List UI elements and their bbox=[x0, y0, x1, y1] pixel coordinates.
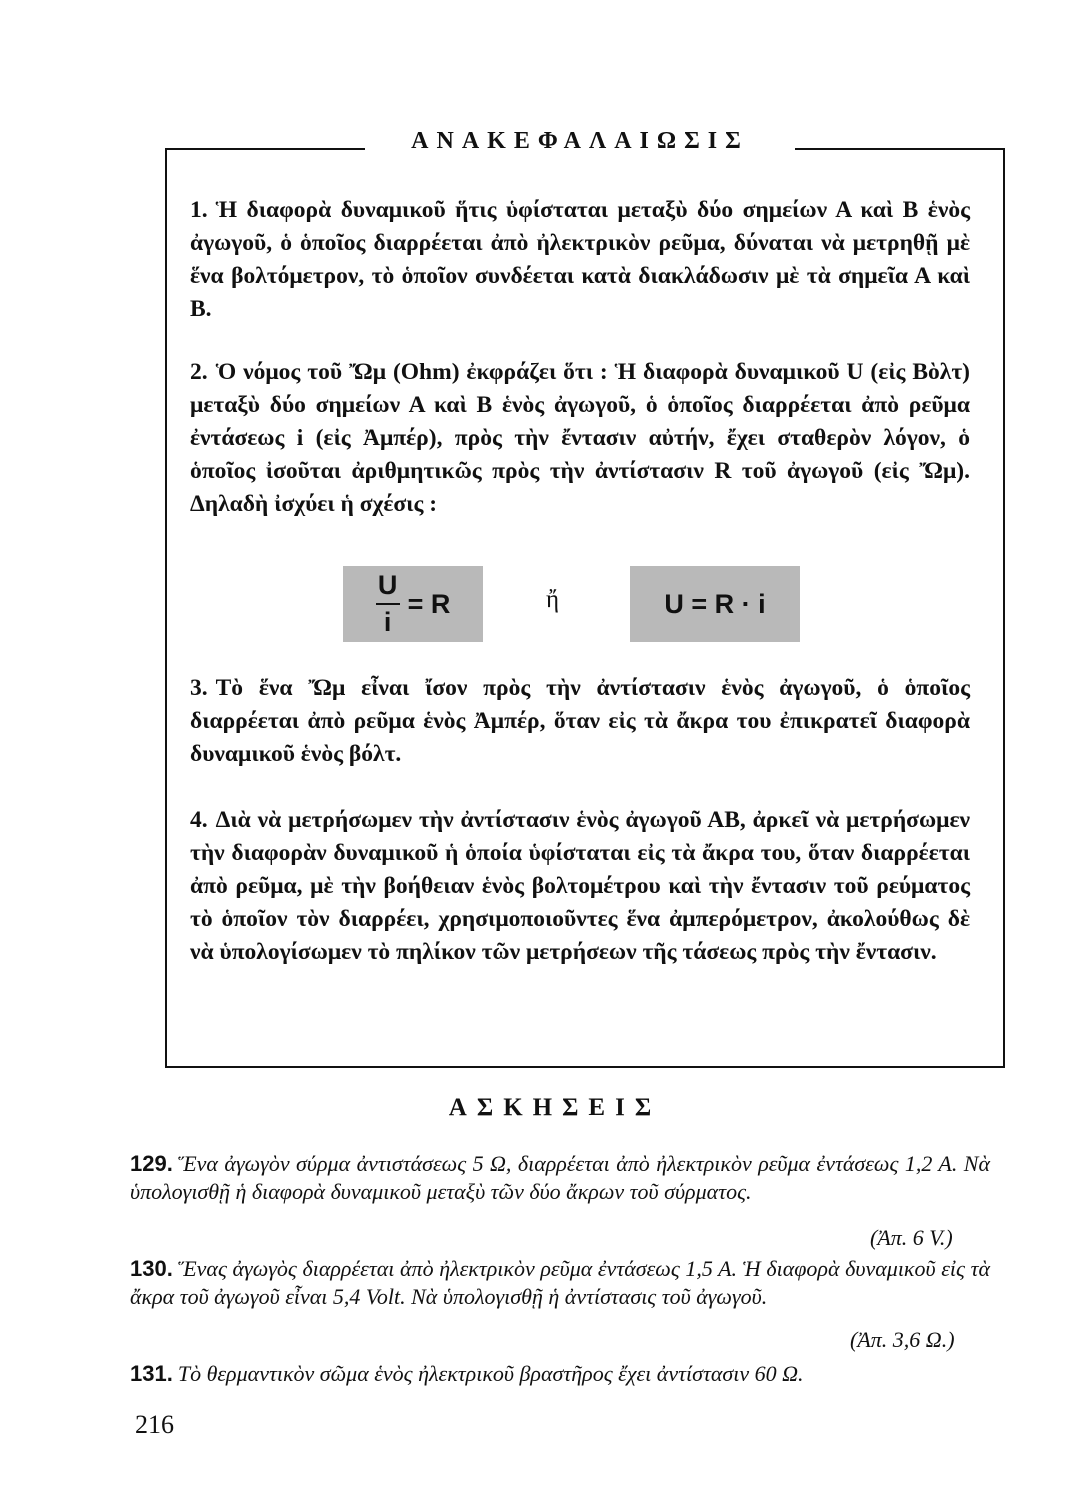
summary-item-text: Τὸ ἕνα Ὤμ εἶναι ἴσον πρὸς τὴν ἀντίστασιν ἑνὸς ἀγωγοῦ, ὁ ὁποῖος διαρρέεται ἀπὸ ρεῦμα ἑνὸς Ἀμπέρ, ὅταν εἰς τὰ ἄκρα του ἐπικρατεῖ διαφορὰ δυναμικοῦ ἑνὸς βόλτ. bbox=[190, 675, 970, 767]
summary-item-number: 4. bbox=[190, 807, 208, 833]
summary-item-number: 1. bbox=[190, 197, 208, 223]
summary-item-number: 3. bbox=[190, 675, 208, 701]
exercise-answer: (Ἀπ. 6 V.) bbox=[870, 1225, 953, 1250]
fraction bbox=[376, 570, 400, 638]
exercise-number: 129. bbox=[130, 1151, 173, 1176]
exercise-number: 130. bbox=[130, 1256, 173, 1281]
summary-item-1 bbox=[190, 194, 970, 326]
exercise-answer: (Ἀπ. 3,6 Ω.) bbox=[850, 1327, 955, 1352]
summary-item-text: Ἡ διαφορὰ δυναμικοῦ ἥτις ὑφίσταται μεταξὺ δύο σημείων Α καὶ Β ἑνὸς ἀγωγοῦ, ὁ ὁποῖος διαρρέεται ἀπὸ ἠλεκτρικὸν ρεῦμα, δύναται νὰ μετρηθῇ μὲ ἕνα βολτόμετρον, τὸ ὁποῖον συνδέεται κατὰ διακλάδωσιν μὲ τὰ σημεῖα Α καὶ Β. bbox=[190, 197, 970, 322]
exercise-text: Ἕνα ἀγωγὸν σύρμα ἀντιστάσεως 5 Ω, διαρρέεται ἀπὸ ἠλεκτρικὸν ρεῦμα ἐντάσεως 1,2 Α. Νὰ ὑπολογισθῇ ἡ διαφορὰ δυναμικοῦ μεταξὺ τῶν δύο ἄκρων τοῦ σύρματος. bbox=[130, 1151, 990, 1204]
exercise-text: Τὸ θερμαντικὸν σῶμα ἑνὸς ἠλεκτρικοῦ βραστῆρος ἔχει ἀντίστασιν 60 Ω. bbox=[177, 1361, 804, 1386]
summary-title: ΑΝΑΚΕΦΑΛΑΙΩΣΙΣ bbox=[365, 128, 795, 155]
fraction-numerator: U bbox=[377, 570, 398, 600]
ohm-product-formula: U = R · i bbox=[630, 566, 800, 642]
exercise-129 bbox=[130, 1150, 990, 1206]
formula-conjunction: ἤ bbox=[546, 586, 560, 613]
summary-item-text: Ὁ νόμος τοῦ Ὤμ (Ohm) ἐκφράζει ὅτι : Ἡ διαφορὰ δυναμικοῦ U (εἰς Βὸλτ) μεταξὺ δύο σημείων Α καὶ Β ἑνὸς ἀγωγοῦ, ὁ ὁποῖος διαρρέεται ἀπὸ ρεῦμα ἐντάσεως i (εἰς Ἀμπέρ), πρὸς τὴν ἔντασιν αὐτήν, ἔχει σταθερὸν λόγον, ὁ ὁποῖος ἰσοῦται ἀριθμητικῶς πρὸς τὴν ἀντίστασιν R τοῦ ἀγωγοῦ (εἰς Ὤμ). Δηλαδὴ ἰσχύει ἡ σχέσις : bbox=[190, 359, 970, 517]
exercise-text: Ἕνας ἀγωγὸς διαρρέεται ἀπὸ ἠλεκτρικὸν ρεῦμα ἐντάσεως 1,5 Α. Ἡ διαφορὰ δυναμικοῦ εἰς τὰ ἄκρα τοῦ ἀγωγοῦ εἶναι 5,4 Volt. Νὰ ὑπολογισθῇ ἡ ἀντίστασις τοῦ ἀγωγοῦ. bbox=[130, 1256, 990, 1309]
exercises-title: ΑΣΚΗΣΕΙΣ bbox=[448, 1094, 662, 1121]
ohm-fraction-formula bbox=[343, 566, 483, 642]
fraction-denominator: i bbox=[383, 607, 392, 637]
fraction-right-side: = R bbox=[407, 588, 451, 619]
summary-item-4 bbox=[190, 804, 970, 969]
exercise-130 bbox=[130, 1255, 990, 1311]
page-number: 216 bbox=[135, 1410, 174, 1439]
summary-item-3 bbox=[190, 672, 970, 771]
summary-item-number: 2. bbox=[190, 359, 208, 385]
summary-item-text: Διὰ νὰ μετρήσωμεν τὴν ἀντίστασιν ἑνὸς ἀγωγοῦ ΑΒ, ἀρκεῖ νὰ μετρήσωμεν τὴν διαφορὰν δυναμικοῦ ἡ ὁποία ὑφίσταται εἰς τὰ ἄκρα του, ὅταν διαρρέεται ἀπὸ ρεῦμα, μὲ τὴν βοήθειαν ἑνὸς βολτομέτρου καὶ τὴν ἔντασιν τοῦ ρεύματος τὸ ὁποῖον τὸν διαρρέει, χρησιμοποιοῦντες ἕνα ἀμπερόμετρον, ἀκολούθως δὲ νὰ ὑπολογίσωμεν τὸ πηλίκον τῶν μετρήσεων τῆς τάσεως πρὸς τὴν ἔντασιν. bbox=[190, 807, 970, 965]
fraction-line bbox=[376, 603, 400, 605]
exercise-number: 131. bbox=[130, 1361, 173, 1386]
exercise-131 bbox=[130, 1360, 990, 1388]
summary-item-2 bbox=[190, 356, 970, 521]
